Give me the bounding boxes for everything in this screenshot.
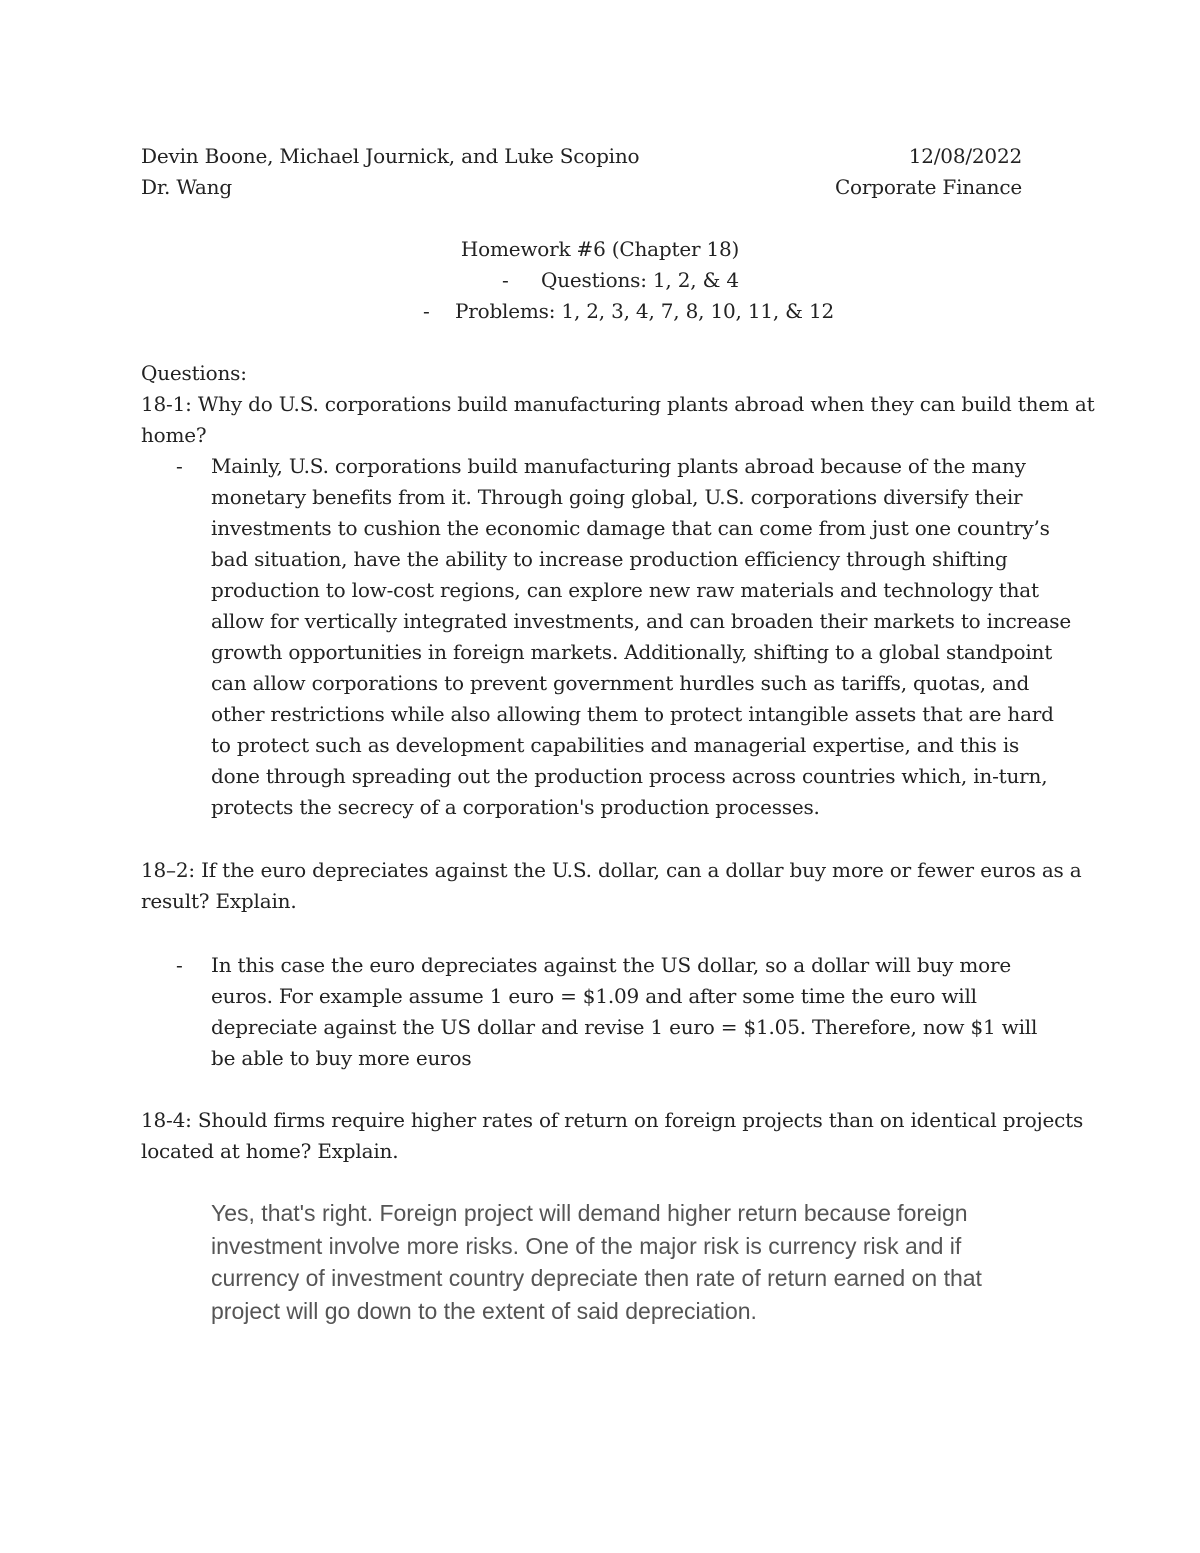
questions-heading: Questions: (141, 361, 247, 385)
question-prompt-cont: home? (141, 423, 207, 447)
instructor: Dr. Wang (141, 175, 232, 199)
question-prompt: 18-1: Why do U.S. corporations build manufacturing plants abroad when they can build them at (141, 392, 1095, 416)
assignment-item: Problems: 1, 2, 3, 4, 7, 8, 10, 11, & 12 (455, 299, 834, 323)
bullet-dash: - (176, 454, 183, 478)
question-prompt-cont: located at home? Explain. (141, 1139, 399, 1163)
question-prompt-cont: result? Explain. (141, 889, 297, 913)
question-prompt: 18–2: If the euro depreciates against the U.S. dollar, can a dollar buy more or fewer euros as a (141, 858, 1082, 882)
assignment-item: Questions: 1, 2, & 4 (541, 268, 739, 292)
answer-paragraph: In this case the euro depreciates against the US dollar, so a dollar will buy more euros. For example assume 1 euro = $1.09 and after some time the euro will depreciate against the US dollar and revise 1 euro = $1.05. Therefore, now $1 will be able to buy more euros (211, 953, 1038, 1070)
bullet-dash: - (502, 268, 509, 292)
answer-paragraph: Mainly, U.S. corporations build manufacturing plants abroad because of the many monetary benefits from it. Through going global, U.S. corporations diversify their investments to cushion the economic damage that can come from just one country’s bad situation, have the ability to increase production efficiency through shifting production to low-cost regions, can explore new raw materials and technology that allow for vertically integrated investments, and can broaden their markets to increase growth opportunities in foreign markets. Additionally, shifting to a global standpoint can allow corporations to prevent government hurdles such as tariffs, quotas, and other restrictions while also allowing them to protect intangible assets that are hard to protect such as development capabilities and managerial expertise, and this is done through spreading out the production process across countries which, in-turn, protects the secrecy of a corporation's production processes. (211, 454, 1071, 819)
course-name: Corporate Finance (834, 175, 1022, 199)
homework-title: Homework #6 (Chapter 18) (460, 237, 740, 261)
question-prompt: 18-4: Should firms require higher rates of return on foreign projects than on identical projects (141, 1108, 1084, 1132)
answer-paragraph: Yes, that's right. Foreign project will demand higher return because foreign investment involve more risks. One of the major risk is currency risk and if currency of investment country depreciate then rate of return earned on that project will go down to the extent of said depreciation. (211, 1200, 982, 1324)
bullet-dash: - (423, 299, 430, 323)
date: 12/08/2022 (908, 144, 1022, 168)
bullet-dash: - (176, 953, 183, 977)
authors: Devin Boone, Michael Journick, and Luke Scopino (141, 144, 640, 168)
